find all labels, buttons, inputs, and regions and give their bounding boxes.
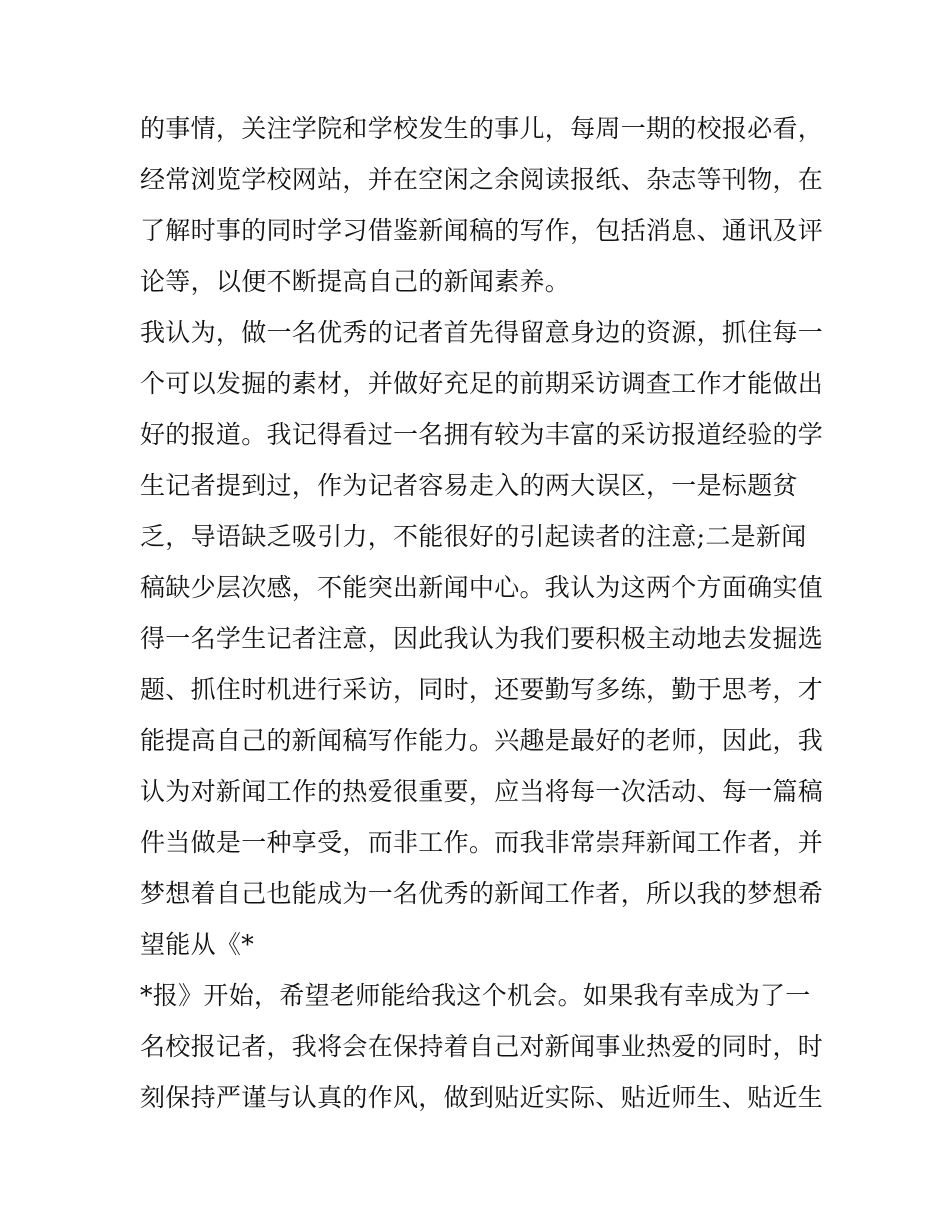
text-line: 乏，导语缺乏吸引力，不能很好的引起读者的注意;二是新闻	[140, 522, 807, 551]
text-line: 梦想着自己也能成为一名优秀的新闻工作者，所以我的梦想希	[140, 879, 824, 908]
text-line: 名校报记者，我将会在保持着自己对新闻事业热爱的同时，时	[140, 1032, 824, 1061]
body-text	[140, 103, 830, 1123]
text-line: 论等，以便不断提高自己的新闻素养。	[140, 267, 571, 296]
text-line: 个可以发掘的素材，并做好充足的前期采访调查工作才能做出	[140, 369, 824, 398]
text-line: 认为对新闻工作的热爱很重要，应当将每一次活动、每一篇稿	[140, 777, 824, 806]
text-line: 的事情，关注学院和学校发生的事儿，每周一期的校报必看，	[140, 114, 824, 143]
text-line: 稿缺少层次感，不能突出新闻中心。我认为这两个方面确实值	[140, 573, 824, 602]
text-line: *报》开始，希望老师能给我这个机会。如果我有幸成为了一	[140, 981, 811, 1010]
text-line: 了解时事的同时学习借鉴新闻稿的写作，包括消息、通讯及评	[140, 216, 824, 245]
text-line: 能提高自己的新闻稿写作能力。兴趣是最好的老师，因此，我	[140, 726, 824, 755]
text-line: 我认为，做一名优秀的记者首先得留意身边的资源，抓住每一	[140, 318, 824, 347]
text-line: 件当做是一种享受，而非工作。而我非常崇拜新闻工作者，并	[140, 828, 824, 857]
text-line: 经常浏览学校网站，并在空闲之余阅读报纸、杂志等刊物，在	[140, 165, 824, 194]
text-line: 好的报道。我记得看过一名拥有较为丰富的采访报道经验的学	[140, 420, 824, 449]
text-line: 生记者提到过，作为记者容易走入的两大误区，一是标题贫	[140, 471, 798, 500]
text-line: 题、抓住时机进行采访，同时，还要勤写多练，勤于思考，才	[140, 675, 824, 704]
text-line: 得一名学生记者注意，因此我认为我们要积极主动地去发掘选	[140, 624, 824, 653]
text-line: 望能从《*	[140, 930, 255, 959]
text-line: 刻保持严谨与认真的作风，做到贴近实际、贴近师生、贴近生	[140, 1083, 824, 1112]
